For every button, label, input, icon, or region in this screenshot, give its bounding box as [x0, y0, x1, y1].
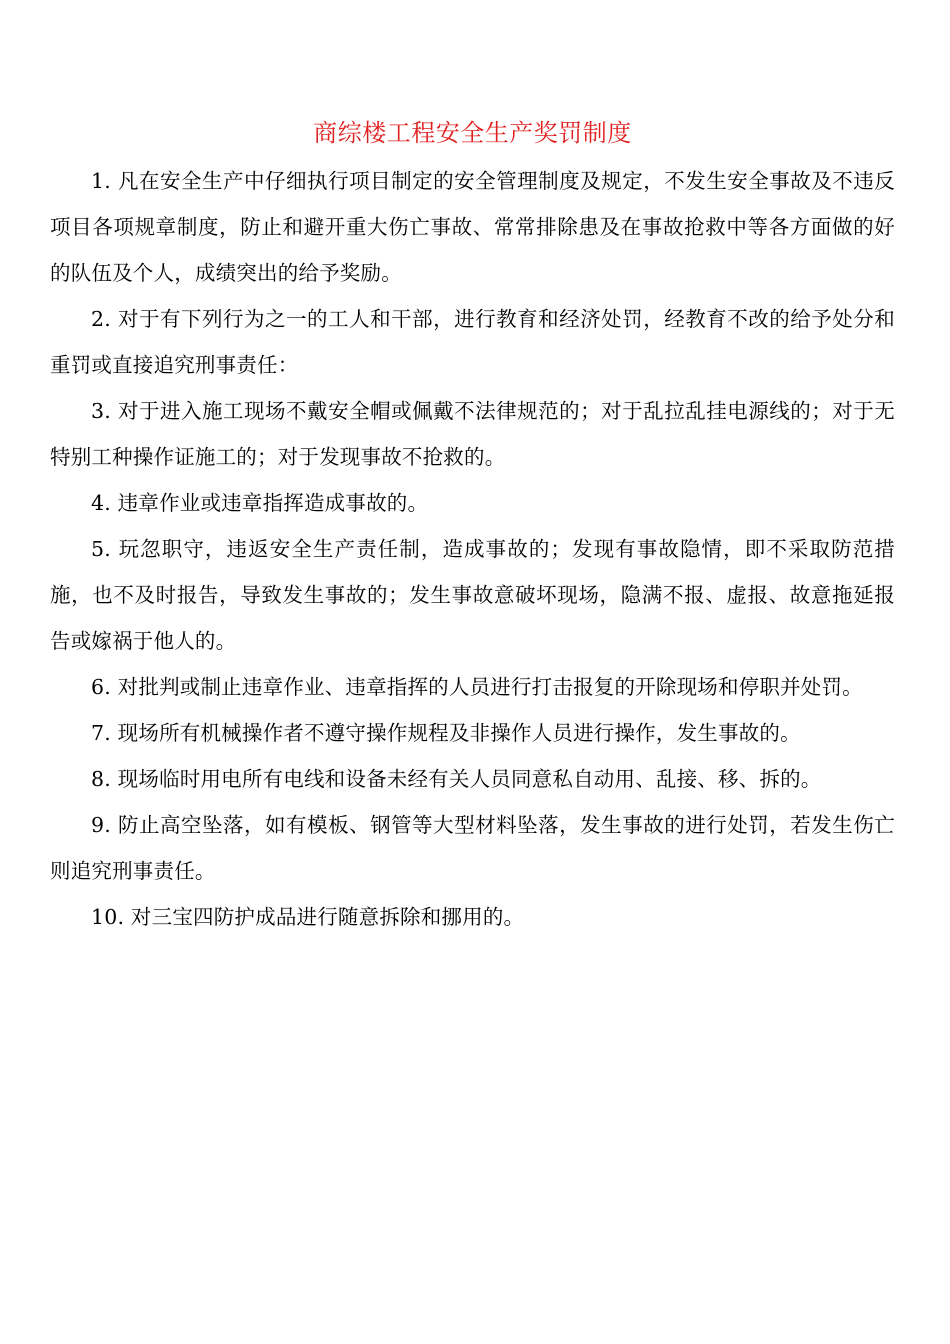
- paragraph-2: 2. 对于有下列行为之一的工人和干部，进行教育和经济处罚，经教育不改的给予处分和重罚或直接追究刑事责任：: [50, 307, 895, 377]
- paragraph-1: 1. 凡在安全生产中仔细执行项目制定的安全管理制度及规定，不发生安全事故及不违反项目各项规章制度，防止和避开重大伤亡事故、常常排除患及在事故抢救中等各方面做的好的队伍及个人，成绩突出的给予奖励。: [50, 169, 895, 285]
- paragraph-8: 8. 现场临时用电所有电线和设备未经有关人员同意私自动用、乱接、移、拆的。: [91, 767, 822, 791]
- document-title: 商综楼工程安全生产奖罚制度: [313, 119, 632, 147]
- paragraph-5: 5. 玩忽职守，违返安全生产责任制，造成事故的；发现有事故隐情，即不采取防范措施，也不及时报告，导致发生事故的；发生事故意破坏现场，隐满不报、虚报、故意拖延报告或嫁祸于他人的。: [50, 537, 895, 653]
- paragraph-7: 7. 现场所有机械操作者不遵守操作规程及非操作人员进行操作，发生事故的。: [91, 721, 801, 745]
- paragraph-3: 3. 对于进入施工现场不戴安全帽或佩戴不法律规范的；对于乱拉乱挂电源线的；对于无特别工种操作证施工的；对于发现事故不抢救的。: [50, 399, 895, 469]
- paragraph-9: 9. 防止高空坠落，如有模板、钢管等大型材料坠落，发生事故的进行处罚，若发生伤亡则追究刑事责任。: [50, 813, 895, 883]
- paragraph-6: 6. 对批判或制止违章作业、违章指挥的人员进行打击报复的开除现场和停职并处罚。: [91, 675, 863, 699]
- paragraph-4: 4. 违章作业或违章指挥造成事故的。: [91, 491, 429, 515]
- document-page: [50, 110, 895, 940]
- paragraph-10: 10. 对三宝四防护成品进行随意拆除和挪用的。: [91, 905, 525, 929]
